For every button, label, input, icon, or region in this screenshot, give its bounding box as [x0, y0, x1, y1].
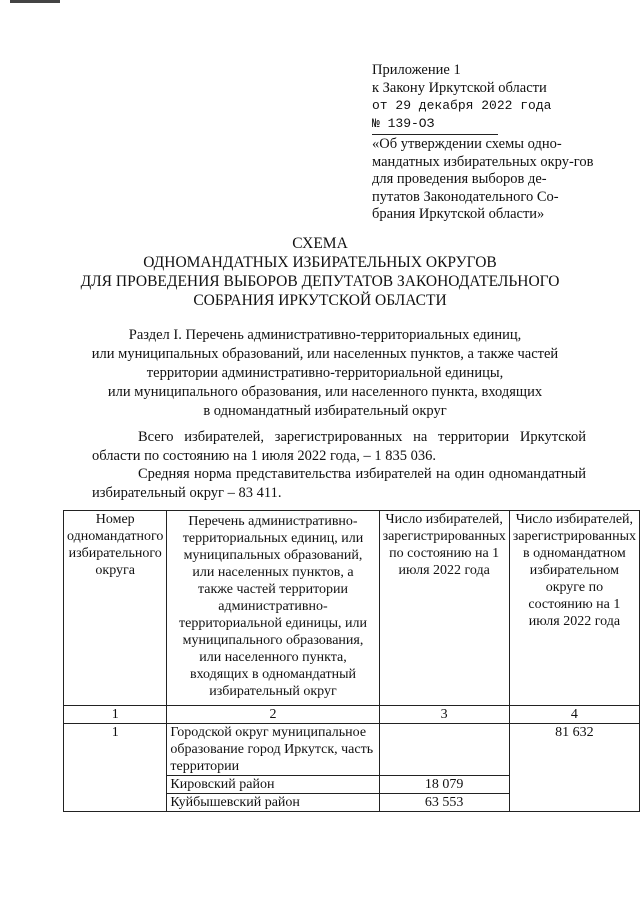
table-row	[64, 724, 640, 776]
section-line: территории административно-территориальной единицы,	[146, 365, 504, 381]
district-number: 1	[64, 724, 167, 812]
appendix-law-title: «Об утверждении схемы одно-мандатных избирательных окру-гов для проведения выборов де-путатов Законодательного Со-брания Иркутской области»	[372, 136, 594, 222]
header-voters: Число избирателей, зарегистрированных по состоянию на 1 июля 2022 года	[379, 511, 509, 706]
header-district-voters: Число избирателей, зарегистрированных в одномандатном избирательном округе по состоянию на 1 июля 2022 года	[509, 511, 639, 706]
header-territory-list: Перечень административно-территориальных единиц, или муниципальных образований, или населенных пунктов, а также частей территории административно-территориальной единицы, или муниципального образования, или населенного пункта, входящих в одномандатный избирательный округ	[167, 511, 379, 706]
column-number: 3	[379, 706, 509, 724]
section-line: Раздел I. Перечень административно-территориальных единиц,	[128, 327, 522, 343]
district-territory: Городской округ муниципальное образование город Иркутск, часть территории	[167, 724, 379, 776]
column-number: 4	[509, 706, 639, 724]
header-district-number: Номер одномандатного избирательного округа	[64, 511, 167, 706]
appendix-block	[372, 62, 594, 224]
norm-paragraph: Средняя норма представительства избирателей на один одномандатный избирательный округ – 83 411.	[92, 466, 586, 501]
appendix-date: от 29 декабря 2022 года	[372, 98, 552, 113]
column-number: 2	[167, 706, 379, 724]
document-title	[0, 234, 640, 310]
territory-voters-empty	[379, 724, 509, 776]
appendix-rule	[372, 134, 498, 135]
appendix-law: к Закону Иркутской области	[372, 79, 547, 96]
area-voters: 63 553	[379, 794, 509, 812]
section-heading	[80, 326, 570, 421]
section-line: или муниципального образования, или населенного пункта, входящих	[107, 384, 543, 400]
appendix-number: № 139-ОЗ	[372, 115, 435, 131]
body-text	[92, 428, 586, 502]
table-header-row	[64, 511, 640, 706]
area-name: Куйбышевский район	[167, 794, 379, 812]
area-voters: 18 079	[379, 776, 509, 794]
column-number: 1	[64, 706, 167, 724]
top-edge-mark	[10, 0, 60, 3]
title-line: ДЛЯ ПРОВЕДЕНИЯ ВЫБОРОВ ДЕПУТАТОВ ЗАКОНОДАТЕЛЬНОГО	[80, 273, 560, 290]
area-name: Кировский район	[167, 776, 379, 794]
districts-table	[63, 510, 640, 812]
section-line: или муниципальных образований, или населенных пунктов, а также частей	[91, 346, 559, 362]
voters-total-paragraph: Всего избирателей, зарегистрированных на территории Иркутской области по состоянию на 1 июля 2022 года, – 1 835 036.	[92, 429, 586, 464]
title-line: ОДНОМАНДАТНЫХ ИЗБИРАТЕЛЬНЫХ ОКРУГОВ	[143, 254, 497, 271]
section-line: в одномандатный избирательный округ	[203, 403, 447, 419]
title-line: СХЕМА	[292, 235, 348, 252]
column-numbers-row	[64, 706, 640, 724]
district-total-voters: 81 632	[509, 724, 639, 812]
title-line: СОБРАНИЯ ИРКУТСКОЙ ОБЛАСТИ	[193, 292, 447, 309]
appendix-title: Приложение 1	[372, 62, 461, 78]
